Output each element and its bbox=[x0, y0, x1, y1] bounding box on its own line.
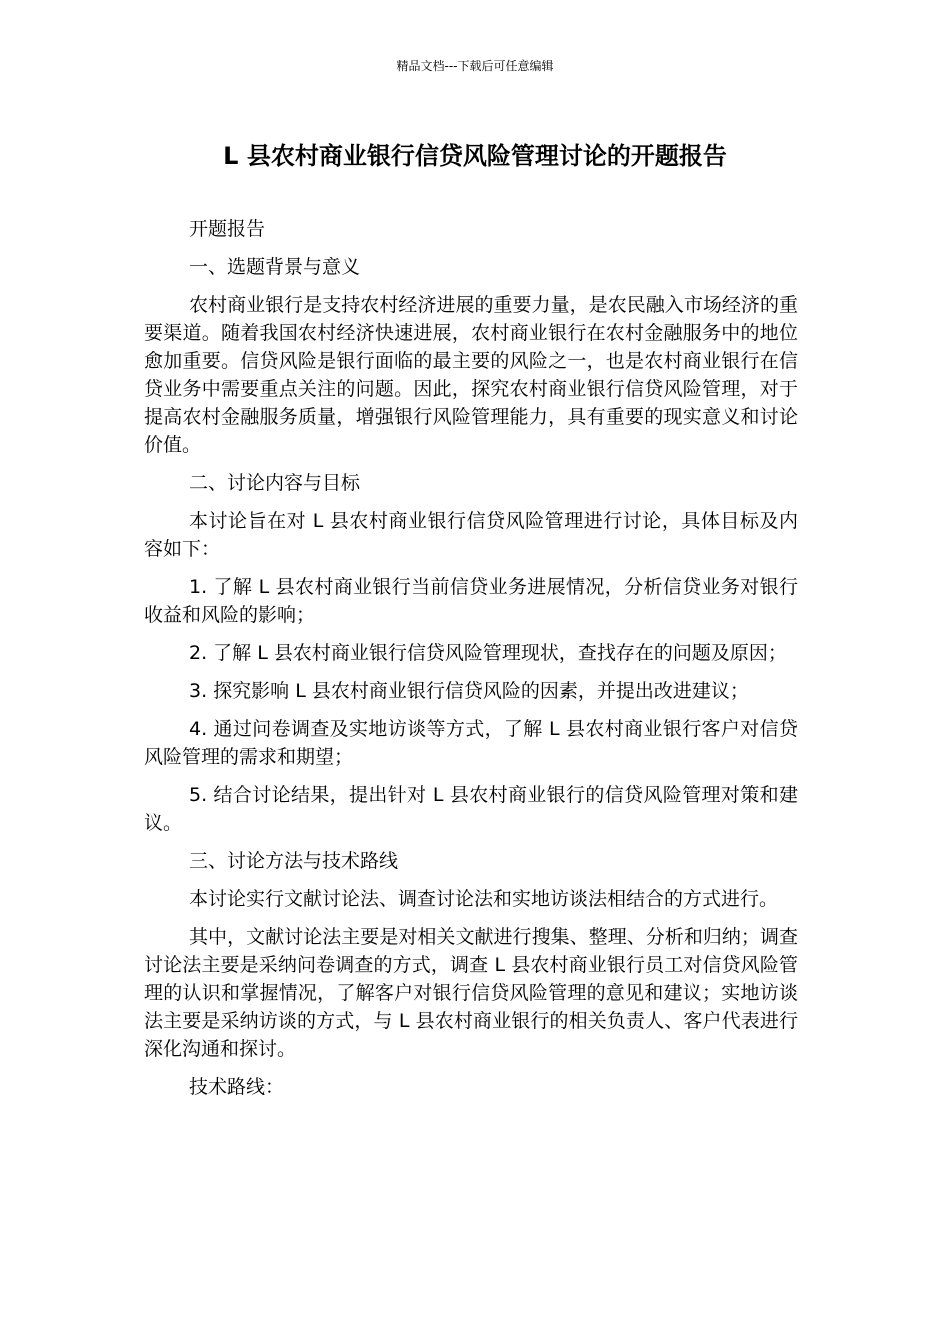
document-body bbox=[144, 215, 798, 1111]
list-item-goal-2: 2. 了解 L 县农村商业银行信贷风险管理现状，查找存在的问题及原因； bbox=[189, 642, 787, 664]
paragraph-content-intro: 本讨论旨在对 L 县农村商业银行信贷风险管理进行讨论，具体目标及内容如下： bbox=[144, 510, 798, 560]
section-heading-report: 开题报告 bbox=[189, 218, 266, 240]
document-title: L 县农村商业银行信贷风险管理讨论的开题报告 bbox=[223, 142, 727, 170]
list-item-goal-5: 5. 结合讨论结果，提出针对 L 县农村商业银行的信贷风险管理对策和建议。 bbox=[144, 784, 798, 834]
section-heading-content: 二、讨论内容与目标 bbox=[189, 472, 361, 494]
list-item-goal-1: 1. 了解 L 县农村商业银行当前信贷业务进展情况，分析信贷业务对银行收益和风险的影响； bbox=[144, 576, 798, 626]
section-heading-methods: 三、讨论方法与技术路线 bbox=[189, 850, 399, 872]
list-item-goal-3: 3. 探究影响 L 县农村商业银行信贷风险的因素，并提出改进建议； bbox=[189, 680, 749, 702]
list-item-goal-4: 4. 通过问卷调查及实地访谈等方式，了解 L 县农村商业银行客户对信贷风险管理的需求和期望； bbox=[144, 718, 798, 768]
paragraph-background: 农村商业银行是支持农村经济进展的重要力量，是农民融入市场经济的重要渠道。随着我国农村经济快速进展，农村商业银行在农村金融服务中的地位愈加重要。信贷风险是银行面临的最主要的风险之一，也是农村商业银行在信贷业务中需要重点关注的问题。因此，探究农村商业银行信贷风险管理，对于提高农村金融服务质量，增强银行风险管理能力，具有重要的现实意义和讨论价值。 bbox=[144, 294, 798, 456]
page-header: 精品文档---下载后可任意编辑 bbox=[396, 59, 554, 73]
section-heading-tech-route: 技术路线： bbox=[189, 1076, 285, 1098]
paragraph-methods-detail: 其中，文献讨论法主要是对相关文献进行搜集、整理、分析和归纳；调查讨论法主要是采纳问卷调查的方式，调查 L 县农村商业银行员工对信贷风险管理的认识和掌握情况，了解客户对银行信贷风险管理的意见和建议；实地访谈法主要是采纳访谈的方式，与 L 县农村商业银行的相关负责人、客户代表进行深化沟通和探讨。 bbox=[144, 926, 798, 1060]
paragraph-methods-intro: 本讨论实行文献讨论法、调查讨论法和实地访谈法相结合的方式进行。 bbox=[189, 888, 779, 910]
section-heading-background: 一、选题背景与意义 bbox=[189, 256, 361, 278]
